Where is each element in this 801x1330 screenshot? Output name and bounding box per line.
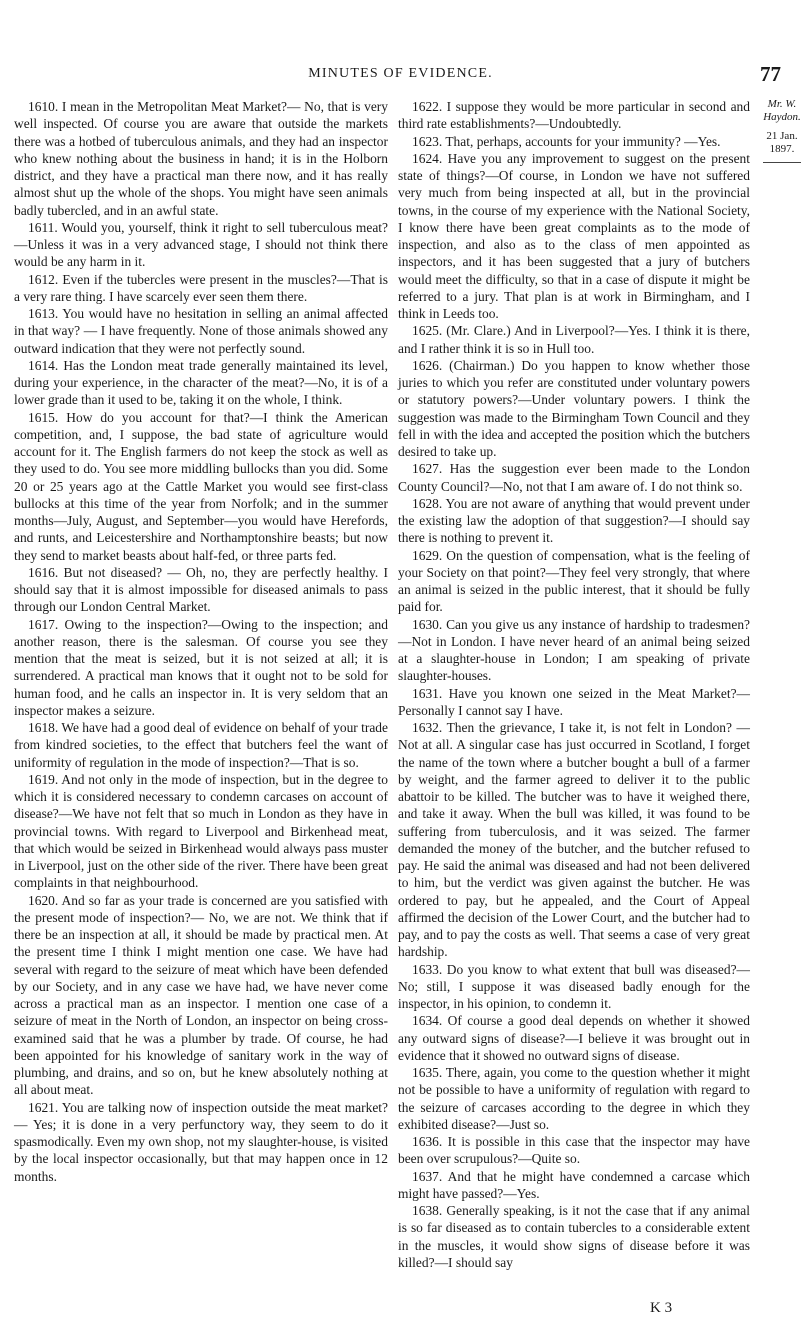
testimony-paragraph: 1624. Have you any improvement to suggest on the present state of things?—Of course, in London we have not suffered very much from being inspected at all, but in the provincial towns, in the course of my experience with the National Society, I know there have been great complaints as to the mode of inspection, and also as to the class of men appointed as inspectors, and it has been suggested that a jury of butchers would meet the difficulty, so that in a case of dispute it might be referred to a jury. That plan is at work in Birmingham, and I think in Leeds too. [398,150,750,321]
testimony-paragraph: 1615. How do you account for that?—I think the American competition, and, I suppose, the bad state of agriculture would account for it. The English farmers do not keep the stock as well as they used to do. You see more middling bullocks than you did. Some 20 or 25 years ago at the Cattle Market you would see first-class bullocks at this time of the year from Norfolk; and in the summer months—July, August, and September—you would have Herefords, and runts, and Leicestershire and Northamptonshire beasts; but now they send to market beasts about half-fed, or three parts fed. [14,409,388,563]
testimony-paragraph: 1620. And so far as your trade is concerned are you satisfied with the present mode of inspection?— No, we are not. We think that if there be an inspection at all, it should be made by practical men. At the present time I think I might mention one case. We have had several with regard to the seizure of meat which have been defended by our Society, and in any case we have had, we have never come across a practical man as an inspector. I mention one case of a seizure of meat in the North of London, an inspector on being cross-examined said that he was a plumber by trade. Of course, he had been appointed for his knowledge of sanitary work in the way of plumbing, and drains, and so on, but he knew absolutely nothing at all about meat. [14,892,388,1098]
testimony-paragraph: 1628. You are not aware of anything that would prevent under the existing law the adoption of that suggestion?—I should say there is nothing to prevent it. [398,495,750,546]
testimony-paragraph: 1617. Owing to the inspection?—Owing to the inspection; and another reason, there is the salesman. Of course you see they mention that the meat is seized, but it is not seized at all; it is surrendered. A practical man knows that it ought not to be sold for human food, and he calls an inspector in. It is very seldom that an inspector makes a seizure. [14,616,388,718]
testimony-paragraph: 1612. Even if the tubercles were present in the muscles?—That is a very rare thing. I have scarcely ever seen them there. [14,271,388,304]
hearing-date: 21 Jan. 1897. [766,130,798,155]
witness-name: Mr. W. Haydon. [763,98,801,123]
testimony-paragraph: 1631. Have you known one seized in the Meat Market?—Personally I cannot say I have. [398,685,750,718]
testimony-paragraph: 1616. But not diseased? — Oh, no, they are perfectly healthy. I should say that it is almost impossible for diseased animals to pass through our London Central Market. [14,564,388,615]
testimony-paragraph: 1627. Has the suggestion ever been made to the London County Council?—No, not that I am aware of. I do not think so. [398,461,750,494]
testimony-paragraph: 1618. We have had a good deal of evidence on behalf of your trade from kindred societies, to the effect that butchers feel the want of uniformity of regulation in the mode of inspection?—That is so. [14,720,388,770]
testimony-paragraph: 1625. (Mr. Clare.) And in Liverpool?—Yes. I think it is there, and I rather think it is so in Hull too. [398,323,750,356]
testimony-paragraph: 1637. And that he might have condemned a carcase which might have passed?—Yes. [398,1168,750,1201]
page-header [0,64,801,86]
testimony-paragraph: 1610. I mean in the Metropolitan Meat Market?— No, that is very well inspected. Of course you are aware that outside the markets there was a hotbed of tuberculous animals, and they had an inspector who knew nothing about the business in hand; it is in the Holborn district, and they have a practical man there now, and it has really almost shut up the whole of the shops. You might have seen animals badly tubercled, and in an awful state. [14,99,388,218]
testimony-paragraph: 1613. You would have no hesitation in selling an animal affected in that way? — I have frequently. None of those animals showed any outward indication that they were not perfectly sound. [14,306,388,356]
testimony-paragraph: 1611. Would you, yourself, think it right to sell tuberculous meat?—Unless it was in a very advanced stage, I should not think there would be any harm in it. [14,219,388,270]
text-columns [0,98,801,1318]
testimony-paragraph: 1633. Do you know to what extent that bull was diseased?—No; still, I suppose it was diseased badly enough for the inspector, in his opinion, to condemn it. [398,961,750,1011]
left-column [14,98,388,1185]
testimony-paragraph: 1622. I suppose they would be more particular in second and third rate establishments?—Undoubtedly. [398,99,750,132]
right-column [398,98,750,1271]
testimony-paragraph: 1629. On the question of compensation, what is the feeling of your Society on that point?—They feel very strongly, that where an animal is seized in the public interest, that it should be fully paid for. [398,547,750,615]
testimony-paragraph: 1626. (Chairman.) Do you happen to know whether those juries to which you refer are constituted under voluntary powers or statutory powers?—Under voluntary powers. I think the suggestion was made to the Birmingham Town Council and they fell in with the idea and accepted the position which the butchers desired to take up. [398,357,750,459]
testimony-paragraph: 1621. You are talking now of inspection outside the meat market? — Yes; it is done in a very perfunctory way, they seem to do it spasmodically. Even my own shop, not my slaughter-house, is visited by the local inspector occasionally, but that may happen once in 12 months. [14,1099,388,1184]
testimony-paragraph: 1638. Generally speaking, is it not the case that if any animal is so far diseased as to contain tubercles to a considerable extent in the muscles, it would show signs of disease before it was killed?—I should say [398,1203,750,1270]
margin-rule [763,162,801,163]
page-number: 77 [760,62,781,86]
running-head: MINUTES OF EVIDENCE. [308,66,493,81]
testimony-paragraph: 1636. It is possible in this case that the inspector may have been over scrupulous?—Quite so. [398,1134,750,1167]
signature-mark: K 3 [650,1300,673,1316]
testimony-paragraph: 1634. Of course a good deal depends on whether it showed any outward signs of disease?—I believe it was brought out in evidence that it showed no outward signs of disease. [398,1013,750,1063]
testimony-paragraph: 1635. There, again, you come to the question whether it might not be possible to have a uniformity of regulation with regard to the seizure of carcases according to the degree in which they exhibited disease?—Just so. [398,1065,750,1132]
testimony-paragraph: 1623. That, perhaps, accounts for your immunity? —Yes. [412,133,721,149]
testimony-paragraph: 1619. And not only in the mode of inspection, but in the degree to which it is considered necessary to condemn carcases on account of disease?—We have not felt that so much in London as they have in provincial towns. With regard to Liverpool and Birkenhead meat, that which would be seized in Birkenhead would always pass muster in Liverpool, just on the other side of the river. There have been great complaints in that neighbourhood. [14,771,388,891]
testimony-paragraph: 1614. Has the London meat trade generally maintained its level, during your experience, in the character of the meat?—No, it is of a lower grade than it used to be, taking it on the whole, I think. [14,357,388,408]
testimony-paragraph: 1632. Then the grievance, I take it, is not felt in London? — Not at all. A singular case has just occurred in Scotland, I forget the name of the town where a butcher bought a bull of a farmer by weight, and the farmer agreed to deliver it to the public abattoir to be killed. The butcher was to have it weighed there, and take it away. When the bull was killed, it was found to be suffering from tuberculosis, and it was seized. The farmer demanded the money of the butcher, and the butcher refused to pay. He said the animal was diseased and had not been delivered to him, but the verdict was given against the butcher. He was ordered to pay, but he appealed, and the Court of Appeal affirmed the decision of the Lower Court, and the butcher had to pay, and to pay the costs as well. That seems a case of very great hardship. [398,720,750,960]
margin-note [760,98,801,163]
testimony-paragraph: 1630. Can you give us any instance of hardship to tradesmen?—Not in London. I have never heard of an animal being seized at a slaughter-house in London; I am speaking of private slaughter-houses. [398,616,750,684]
